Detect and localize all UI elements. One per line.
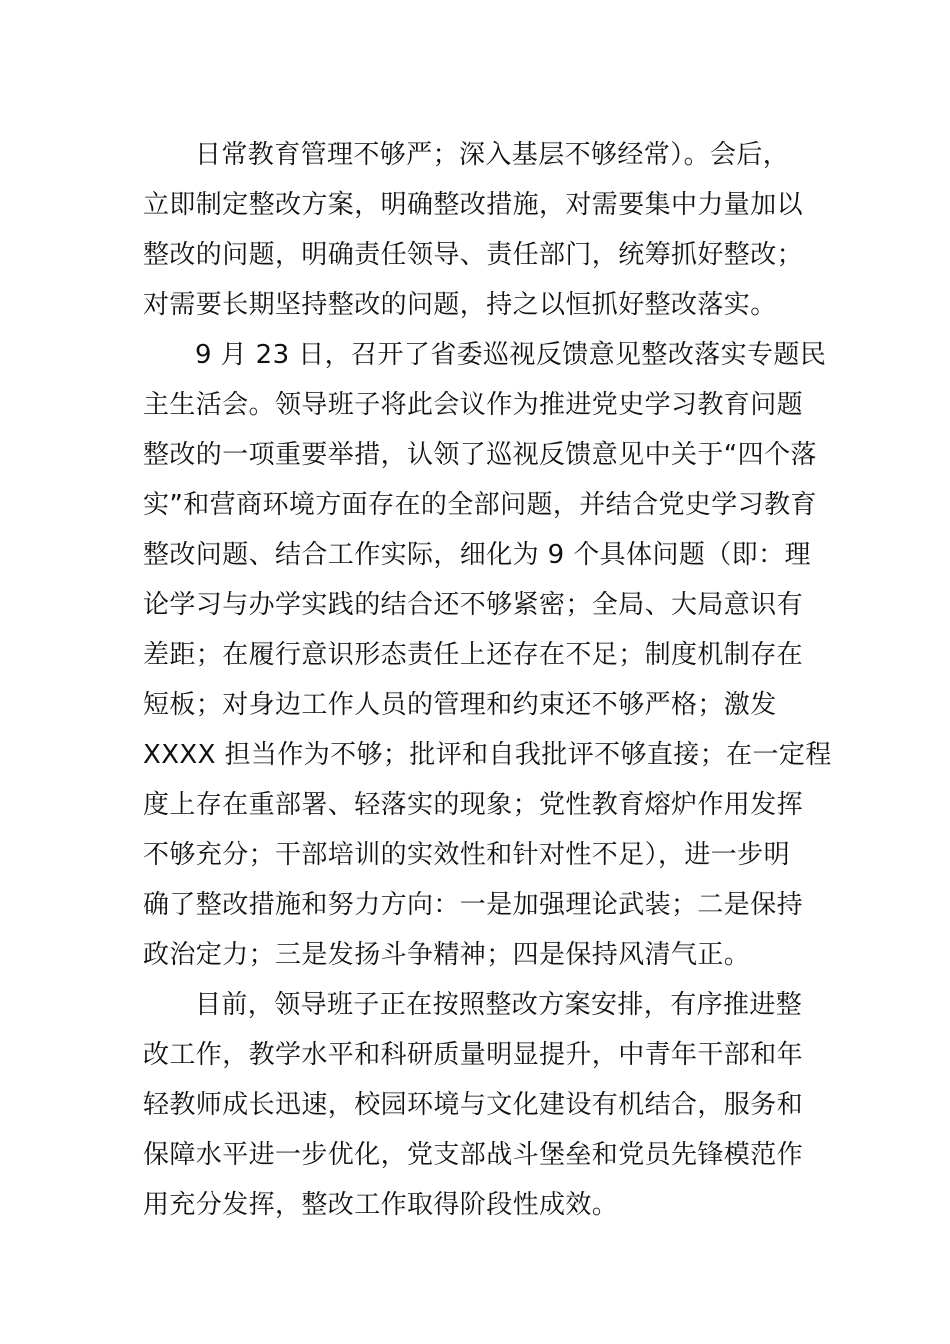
document-body <box>143 130 832 1230</box>
paragraph-line: 目前，领导班子正在按照整改方案安排，有序推进整 <box>195 990 803 1020</box>
paragraph-line: 整改问题、结合工作实际，细化为 9 个具体问题（即：理 <box>143 540 811 570</box>
paragraph-line: 政治定力；三是发扬斗争精神；四是保持风清气正。 <box>143 940 751 970</box>
paragraph-line: 日常教育管理不够严；深入基层不够经常）。会后， <box>195 140 790 170</box>
paragraph-line: 改工作，教学水平和科研质量明显提升，中青年干部和年 <box>143 1040 804 1070</box>
paragraph-3 <box>143 980 809 1230</box>
paragraph-2 <box>143 330 832 980</box>
paragraph-line: 保障水平进一步优化，党支部战斗堡垒和党员先锋模范作 <box>143 1140 804 1170</box>
paragraph-line: 差距；在履行意识形态责任上还存在不足；制度机制存在 <box>143 640 804 670</box>
paragraph-line: 主生活会。领导班子将此会议作为推进党史学习教育问题 <box>143 390 804 420</box>
paragraph-line: XXXX 担当作为不够；批评和自我批评不够直接；在一定程 <box>143 740 832 770</box>
paragraph-line: 短板；对身边工作人员的管理和约束还不够严格；激发 <box>143 690 777 720</box>
paragraph-1 <box>143 130 809 330</box>
paragraph-line: 对需要长期坚持整改的问题，持之以恒抓好整改落实。 <box>143 290 777 320</box>
paragraph-line: 轻教师成长迅速，校园环境与文化建设有机结合，服务和 <box>143 1090 804 1120</box>
paragraph-line: 度上存在重部署、轻落实的现象；党性教育熔炉作用发挥 <box>143 790 804 820</box>
paragraph-line: 论学习与办学实践的结合还不够紧密；全局、大局意识有 <box>143 590 804 620</box>
paragraph-line: 实”和营商环境方面存在的全部问题，并结合党史学习教育 <box>143 490 817 520</box>
paragraph-line: 用充分发挥，整改工作取得阶段性成效。 <box>143 1190 619 1220</box>
paragraph-line: 9 月 23 日，召开了省委巡视反馈意见整改落实专题民 <box>195 340 827 370</box>
paragraph-line: 不够充分；干部培训的实效性和针对性不足），进一步明 <box>143 840 791 870</box>
paragraph-line: 整改的一项重要举措，认领了巡视反馈意见中关于“四个落 <box>143 440 817 470</box>
paragraph-line: 立即制定整改方案，明确整改措施，对需要集中力量加以 <box>143 190 804 220</box>
paragraph-line: 确了整改措施和努力方向：一是加强理论武装；二是保持 <box>143 890 804 920</box>
paragraph-line: 整改的问题，明确责任领导、责任部门，统筹抓好整改； <box>143 240 804 270</box>
